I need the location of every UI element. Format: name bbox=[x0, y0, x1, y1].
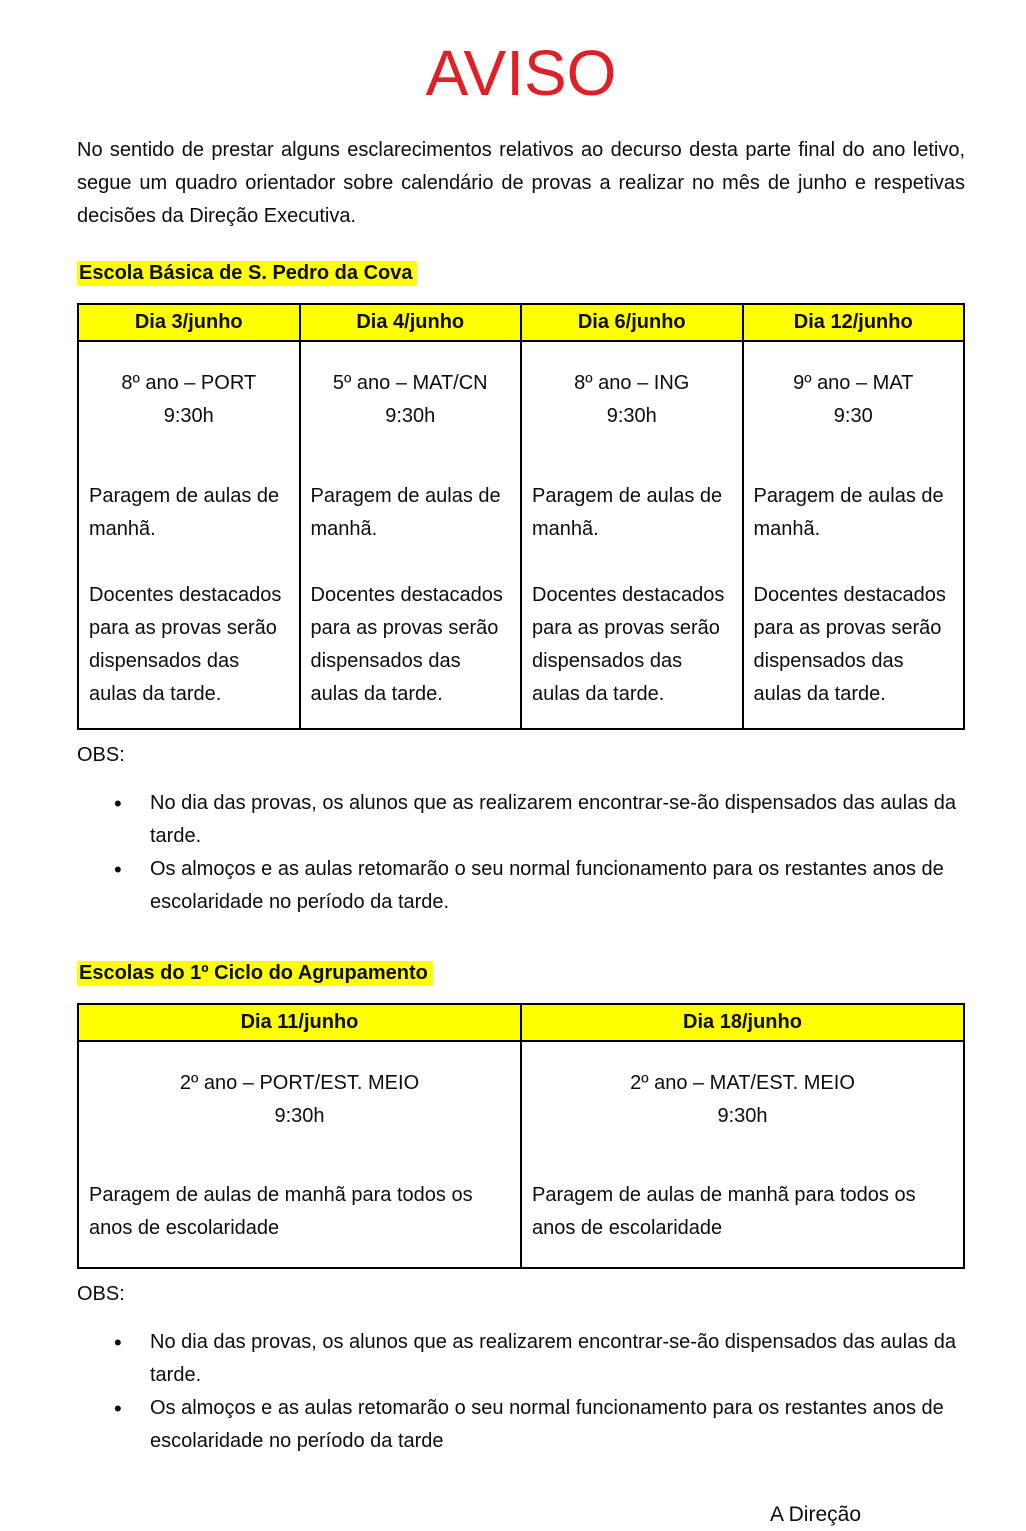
table1-header-cell: Dia 4/junho bbox=[300, 304, 522, 341]
exam-note-morning: Paragem de aulas de manhã. bbox=[532, 485, 723, 540]
table2-header-row bbox=[78, 1004, 964, 1041]
obs-bullet: • No dia das provas, os alunos que as realizarem encontrar-se-ão dispensados das aulas da tarde. bbox=[150, 1326, 965, 1392]
obs-bullet: • Os almoços e as aulas retomarão o seu normal funcionamento para os restantes anos de escolaridade no período da tarde bbox=[150, 1392, 965, 1458]
exam-subject bbox=[532, 1067, 953, 1133]
exam-name: 8º ano – PORT bbox=[121, 372, 257, 394]
exam-name: 2º ano – MAT/EST. MEIO bbox=[630, 1072, 855, 1094]
exam-time: 9:30 bbox=[833, 405, 873, 427]
table2-cell-dia18 bbox=[521, 1041, 964, 1268]
exam-subject bbox=[89, 367, 289, 433]
table2-header-cell: Dia 18/junho bbox=[521, 1004, 964, 1041]
section1-obs-list bbox=[77, 787, 965, 919]
exam-note-teachers: Docentes destacados para as provas serão dispensados das aulas da tarde. bbox=[310, 584, 503, 705]
table1-header-row bbox=[78, 304, 964, 341]
exam-name: 5º ano – MAT/CN bbox=[332, 372, 488, 394]
exam-note-morning: Paragem de aulas de manhã. bbox=[753, 485, 944, 540]
obs-bullet: • Os almoços e as aulas retomarão o seu normal funcionamento para os restantes anos de escolaridade no período da tarde. bbox=[150, 853, 965, 919]
exam-time: 9:30h bbox=[385, 405, 436, 427]
table1-header-cell: Dia 6/junho bbox=[521, 304, 743, 341]
section2-heading-text: Escolas do 1º Ciclo do Agrupamento bbox=[77, 961, 433, 986]
section2-obs-list bbox=[77, 1326, 965, 1458]
page-title: AVISO bbox=[425, 37, 617, 109]
exam-note-morning: Paragem de aulas de manhã para todos os anos de escolaridade bbox=[89, 1184, 473, 1239]
exam-table-basica bbox=[77, 303, 965, 730]
section1-obs-label: OBS: bbox=[77, 744, 125, 766]
table1-cell-dia12 bbox=[743, 341, 965, 729]
table2-header-cell: Dia 11/junho bbox=[78, 1004, 521, 1041]
exam-subject bbox=[311, 367, 511, 433]
exam-note-teachers: Docentes destacados para as provas serão dispensados das aulas da tarde. bbox=[532, 584, 725, 705]
exam-subject bbox=[532, 367, 732, 433]
exam-table-1ciclo bbox=[77, 1003, 965, 1269]
section1-heading-text: Escola Básica de S. Pedro da Cova bbox=[77, 261, 417, 286]
section1-heading bbox=[77, 257, 965, 290]
exam-note-morning: Paragem de aulas de manhã. bbox=[310, 485, 501, 540]
intro-paragraph: No sentido de prestar alguns esclarecimentos relativos ao decurso desta parte final do ano letivo, segue um quadro orientador sobre calendário de provas a realizar no mês de junho e respetivas decisões da Direção Executiva. bbox=[77, 139, 965, 227]
table1-cell-dia6 bbox=[521, 341, 743, 729]
table2-body-row bbox=[78, 1041, 964, 1268]
exam-note-teachers: Docentes destacados para as provas serão dispensados das aulas da tarde. bbox=[753, 584, 946, 705]
exam-note-teachers: Docentes destacados para as provas serão dispensados das aulas da tarde. bbox=[89, 584, 282, 705]
table1-header-cell: Dia 12/junho bbox=[743, 304, 965, 341]
exam-time: 9:30h bbox=[717, 1105, 768, 1127]
exam-name: 9º ano – MAT bbox=[793, 372, 914, 394]
exam-note-morning: Paragem de aulas de manhã. bbox=[89, 485, 280, 540]
exam-time: 9:30h bbox=[163, 405, 214, 427]
exam-subject bbox=[754, 367, 954, 433]
table1-cell-dia4 bbox=[300, 341, 522, 729]
exam-subject bbox=[89, 1067, 510, 1133]
exam-time: 9:30h bbox=[274, 1105, 325, 1127]
exam-name: 2º ano – PORT/EST. MEIO bbox=[179, 1072, 420, 1094]
exam-name: 8º ano – ING bbox=[574, 372, 690, 394]
exam-time: 9:30h bbox=[606, 405, 657, 427]
table1-body-row bbox=[78, 341, 964, 729]
section2-obs-label: OBS: bbox=[77, 1283, 125, 1305]
obs-bullet: • No dia das provas, os alunos que as realizarem encontrar-se-ão dispensados das aulas da tarde. bbox=[150, 787, 965, 853]
table1-header-cell: Dia 3/junho bbox=[78, 304, 300, 341]
table1-cell-dia3 bbox=[78, 341, 300, 729]
exam-note-morning: Paragem de aulas de manhã para todos os anos de escolaridade bbox=[532, 1184, 916, 1239]
table2-cell-dia11 bbox=[78, 1041, 521, 1268]
signature: A Direção bbox=[769, 1503, 861, 1526]
section2-heading bbox=[77, 957, 965, 990]
